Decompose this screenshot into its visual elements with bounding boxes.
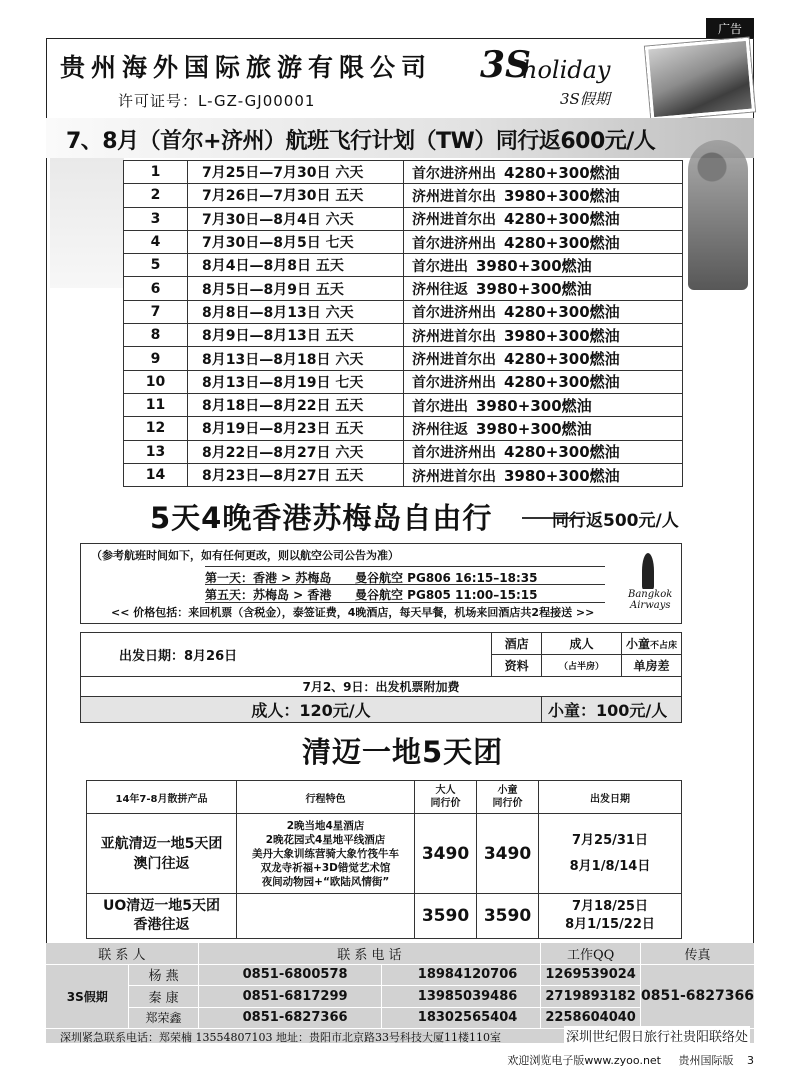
price-includes: << 价格包括：来回机票（含税金），泰签证费，4晚酒店，每天早餐，机场来回酒店共2程接送 >> xyxy=(111,606,595,619)
flight-dates: 8月9日—8月13日 五天 xyxy=(188,324,404,347)
contact-phone-header: 联 系 电 话 xyxy=(198,943,541,964)
flight-route: 济州进首尔出 xyxy=(412,352,496,369)
feature-item: 2晚当地4星酒店 xyxy=(286,819,365,832)
hotel-label-b: 资料 xyxy=(492,655,542,677)
samui-price-table xyxy=(80,632,682,723)
flight-dates: 7月26日—7月30日 五天 xyxy=(188,184,404,207)
office-phone: 0851-6817299 xyxy=(198,985,381,1007)
flight-row xyxy=(124,277,683,300)
flight-route: 首尔进济州出 xyxy=(412,305,496,322)
child-header-b: 同行价 xyxy=(492,798,523,809)
flight-row xyxy=(124,347,683,370)
flight-route: 济州往返 xyxy=(412,421,468,438)
single-supplement: 单房差 xyxy=(621,655,681,677)
dates-line: 8月1/8/14日 xyxy=(569,858,651,874)
flight-route-price xyxy=(404,207,683,230)
flight-route: 首尔进济州出 xyxy=(412,375,496,392)
flight-route: 济州进首尔出 xyxy=(412,328,496,345)
flight-route: 济州进首尔出 xyxy=(412,212,496,229)
department-name: 3S假期 xyxy=(46,964,129,1028)
flight-number: 5 xyxy=(124,254,188,277)
dates-line: 8月1/15/22日 xyxy=(565,917,655,932)
flight-dates: 8月4日—8月8日 五天 xyxy=(188,254,404,277)
woman-photo xyxy=(688,140,748,290)
flight-row xyxy=(124,207,683,230)
child-col-label: 小童 xyxy=(625,637,650,651)
adult-price: 3490 xyxy=(415,814,477,894)
flight-price: 3980+300燃油 xyxy=(476,419,592,438)
product-route: 澳门往返 xyxy=(133,855,190,872)
flight-route-price xyxy=(404,440,683,463)
product-header: 14年7-8月散拼产品 xyxy=(87,781,237,814)
flight-dates: 8月22日—8月27日 六天 xyxy=(188,440,404,463)
feature-item: 2晚花园式4星地平线酒店 xyxy=(265,833,386,846)
logo-main: 3S xyxy=(480,44,532,86)
flight-schedule-table xyxy=(123,160,683,487)
flight-dates: 7月30日—8月4日 六天 xyxy=(188,207,404,230)
flight-dates: 8月18日—8月22日 五天 xyxy=(188,393,404,416)
surcharge-note: 7月2、9日：出发机票附加费 xyxy=(81,677,682,697)
flight-route-price xyxy=(404,370,683,393)
flight-price: 4280+300燃油 xyxy=(504,163,620,182)
adult-header-b: 同行价 xyxy=(430,798,461,809)
flight-dates: 7月25日—7月30日 六天 xyxy=(188,161,404,184)
flight-price: 4280+300燃油 xyxy=(504,373,620,392)
samui-rebate: 同行返500元/人 xyxy=(552,511,679,531)
flight-route-price xyxy=(404,184,683,207)
license-number: 许可证号：L-GZ-GJ00001 xyxy=(118,92,316,110)
adult-price: 3590 xyxy=(415,894,477,939)
dates-line: 7月25/31日 xyxy=(572,832,648,848)
adult-price-header xyxy=(415,781,477,814)
flight-info-box xyxy=(80,543,682,624)
office-phone: 0851-6800578 xyxy=(198,964,381,985)
flight-price: 3980+300燃油 xyxy=(476,256,592,275)
dates-cell xyxy=(539,814,682,894)
flight-row xyxy=(124,370,683,393)
child-col-sub: 不占床 xyxy=(649,641,677,651)
flight-route-price xyxy=(404,417,683,440)
flight-price: 4280+300燃油 xyxy=(504,303,620,322)
flight-number: 7 xyxy=(124,300,188,323)
departure-date: 出发日期：8月26日 xyxy=(81,633,492,677)
airline-logo-text2: Airways xyxy=(630,600,671,611)
ad-tag: 广告 xyxy=(706,18,754,38)
contact-block xyxy=(46,943,754,1029)
features-cell xyxy=(237,894,415,939)
bangkok-airways-logo xyxy=(620,551,678,617)
flight-route-price xyxy=(404,347,683,370)
fax-header: 传真 xyxy=(641,943,754,964)
flight-price: 4280+300燃油 xyxy=(504,233,620,252)
qq-number: 1269539024 xyxy=(541,964,641,985)
dates-header: 出发日期 xyxy=(539,781,682,814)
child-price-header xyxy=(477,781,539,814)
mobile-phone: 18984120706 xyxy=(381,964,540,985)
flight-route-price xyxy=(404,277,683,300)
flight-price: 3980+300燃油 xyxy=(476,396,592,415)
product-cell xyxy=(87,894,237,939)
flight-number: 12 xyxy=(124,417,188,440)
product-cell xyxy=(87,814,237,894)
product-name: UO清迈一地5天团 xyxy=(102,898,220,914)
features-header: 行程特色 xyxy=(237,781,415,814)
flight-route: 首尔进济州出 xyxy=(412,235,496,252)
flight-route: 首尔进出 xyxy=(412,258,468,275)
flight-row xyxy=(124,463,683,486)
flight-route-price xyxy=(404,230,683,253)
flight-route-price xyxy=(404,161,683,184)
adult-col-sub: （占半房） xyxy=(542,655,622,677)
flight-row xyxy=(124,184,683,207)
qq-number: 2258604040 xyxy=(541,1007,641,1028)
qq-number: 2719893182 xyxy=(541,985,641,1007)
product-name: 亚航清迈一地5天团 xyxy=(100,835,223,852)
flight-row xyxy=(124,161,683,184)
logo-cn: 3S假期 xyxy=(560,90,610,108)
flight-price: 3980+300燃油 xyxy=(504,466,620,485)
dates-line: 7月18/25日 xyxy=(572,899,648,914)
adult-header-a: 大人 xyxy=(435,785,456,796)
flight-number: 10 xyxy=(124,370,188,393)
tour-row-2 xyxy=(87,894,682,939)
hotel-label-a: 酒店 xyxy=(492,633,542,655)
contact-name: 郑荣鑫 xyxy=(129,1007,198,1028)
flight-number: 8 xyxy=(124,324,188,347)
flight-row xyxy=(124,417,683,440)
chiangmai-title: 清迈一地5天团 xyxy=(302,735,504,769)
flight-dates: 8月8日—8月13日 六天 xyxy=(188,300,404,323)
day1-flight: 曼谷航空 PG806 16:15–18:35 xyxy=(355,571,538,585)
flight-route-price xyxy=(404,463,683,486)
page-footer xyxy=(470,1052,754,1068)
flight-number: 14 xyxy=(124,463,188,486)
flight-route: 济州进首尔出 xyxy=(412,468,496,485)
child-header-a: 小童 xyxy=(497,785,518,796)
korea-title: 7、8月（首尔+济州）航班飞行计划（TW）同行返600元/人 xyxy=(66,129,656,154)
flight-route: 首尔进济州出 xyxy=(412,165,496,182)
flight-dates: 8月19日—8月23日 五天 xyxy=(188,417,404,440)
flight-number: 2 xyxy=(124,184,188,207)
flight-dates: 7月30日—8月5日 七天 xyxy=(188,230,404,253)
adult-col: 成人 xyxy=(542,633,622,655)
flight-number: 13 xyxy=(124,440,188,463)
flight-price: 4280+300燃油 xyxy=(504,210,620,229)
flight-row xyxy=(124,393,683,416)
flight-row xyxy=(124,324,683,347)
flight-number: 3 xyxy=(124,207,188,230)
day5-label: 第五天：苏梅岛 > 香港 xyxy=(205,588,332,602)
flight-row xyxy=(124,230,683,253)
child-surcharge: 小童：100元/人 xyxy=(542,697,682,723)
flight-number: 1 xyxy=(124,161,188,184)
flight-number: 11 xyxy=(124,393,188,416)
airline-fin-icon xyxy=(642,553,654,589)
flight-route: 济州进首尔出 xyxy=(412,188,496,205)
flight-dates: 8月23日—8月27日 五天 xyxy=(188,463,404,486)
child-col xyxy=(621,633,681,655)
emergency-line xyxy=(46,1029,754,1043)
background-scenery xyxy=(50,158,124,288)
day5-row xyxy=(205,584,605,603)
airline-logo-text1: Bangkok xyxy=(628,589,673,600)
flight-row xyxy=(124,300,683,323)
flight-note: （参考航班时间如下，如有任何更改，则以航空公司公告为准） xyxy=(91,549,399,562)
flight-dates: 8月13日—8月18日 六天 xyxy=(188,347,404,370)
dates-cell xyxy=(539,894,682,939)
day5-flight: 曼谷航空 PG805 11:00–15:15 xyxy=(355,588,538,602)
chiangmai-table xyxy=(86,780,682,939)
adult-surcharge: 成人：120元/人 xyxy=(81,697,542,723)
company-name: 贵州海外国际旅游有限公司 xyxy=(60,53,433,82)
contact-table xyxy=(46,943,754,1029)
flight-price: 3980+300燃油 xyxy=(476,280,592,299)
flight-number: 6 xyxy=(124,277,188,300)
branch-office: 深圳世纪假日旅行社贵阳联络处 xyxy=(564,1026,750,1045)
page-number: 3 xyxy=(747,1054,754,1067)
qq-header: 工作QQ xyxy=(541,943,641,964)
flight-route-price xyxy=(404,393,683,416)
feature-item: 双龙寺祈福+3D错觉艺术馆 xyxy=(260,861,391,874)
contact-name: 杨 燕 xyxy=(129,964,198,985)
emergency-contact: 深圳紧急联系电话：郑荣楠 13554807103 地址：贵阳市北京路33号科技大厦11楼110室 xyxy=(60,1031,501,1044)
site-url: 欢迎浏览电子版www.zyoo.net xyxy=(507,1054,661,1067)
flight-dates: 8月5日—8月9日 五天 xyxy=(188,277,404,300)
contact-person-header: 联 系 人 xyxy=(46,943,198,964)
flight-number: 9 xyxy=(124,347,188,370)
flight-row xyxy=(124,440,683,463)
features-cell xyxy=(237,814,415,894)
edition-name: 贵州国际版 xyxy=(678,1054,734,1067)
flight-row xyxy=(124,254,683,277)
logo-sub: holiday xyxy=(522,56,611,84)
flight-price: 3980+300燃油 xyxy=(504,326,620,345)
feature-item: 美丹大象训练营骑大象竹筏牛车 xyxy=(252,847,399,860)
day1-row xyxy=(205,566,605,585)
fax-number: 0851-6827366 xyxy=(641,964,754,1028)
flight-route-price xyxy=(404,254,683,277)
feature-item: 夜间动物园+“欧陆风情街” xyxy=(261,875,390,888)
child-price: 3590 xyxy=(477,894,539,939)
samui-title: 5天4晚香港苏梅岛自由行 xyxy=(150,501,493,535)
mobile-phone: 18302565404 xyxy=(381,1007,540,1028)
flight-route-price xyxy=(404,324,683,347)
flight-price: 4280+300燃油 xyxy=(504,443,620,462)
brand-logo xyxy=(474,44,644,112)
flight-price: 3980+300燃油 xyxy=(504,186,620,205)
flight-number: 4 xyxy=(124,230,188,253)
flight-dates: 8月13日—8月19日 七天 xyxy=(188,370,404,393)
contact-name: 秦 康 xyxy=(129,985,198,1007)
flight-route-price xyxy=(404,300,683,323)
day1-label: 第一天：香港 > 苏梅岛 xyxy=(205,571,332,585)
beach-photo xyxy=(645,38,755,121)
flight-route: 首尔进出 xyxy=(412,398,468,415)
child-price: 3490 xyxy=(477,814,539,894)
product-route: 香港往返 xyxy=(133,917,190,933)
tour-row-1 xyxy=(87,814,682,894)
office-phone: 0851-6827366 xyxy=(198,1007,381,1028)
flight-route: 首尔进济州出 xyxy=(412,445,496,462)
mobile-phone: 13985039486 xyxy=(381,985,540,1007)
flight-price: 4280+300燃油 xyxy=(504,350,620,369)
flight-route: 济州往返 xyxy=(412,282,468,299)
